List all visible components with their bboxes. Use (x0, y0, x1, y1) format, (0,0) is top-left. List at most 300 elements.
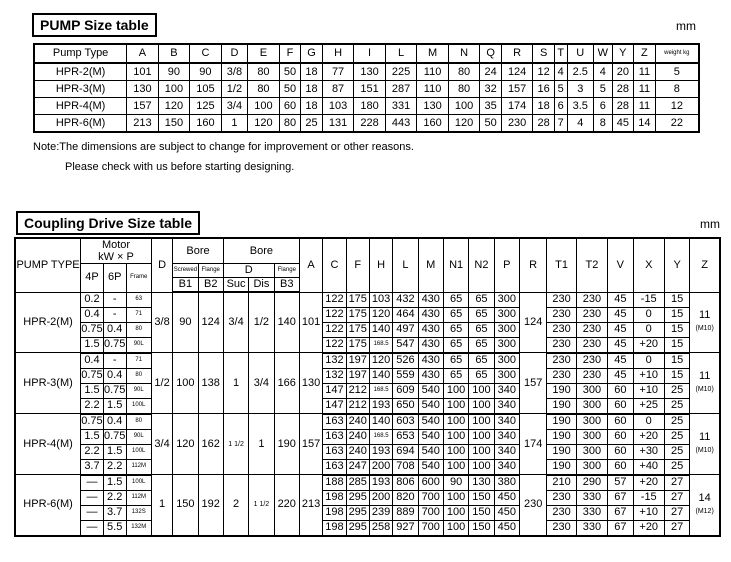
pump-value-cell: 24 (480, 63, 502, 81)
h-cell: 120 (369, 307, 392, 322)
n2-cell: 100 (469, 444, 494, 459)
pump-value-cell: 28 (612, 81, 634, 98)
hdr-4p: 4P (81, 264, 104, 293)
d-cell: 3/4 (151, 414, 172, 475)
n1-cell: 90 (443, 475, 468, 491)
table-row (15, 475, 720, 491)
v-cell: 67 (608, 520, 633, 536)
v-cell: 57 (608, 475, 633, 491)
n1-cell: 65 (443, 337, 468, 353)
pump-value-cell: 225 (385, 63, 417, 81)
h-cell: 140 (369, 368, 392, 383)
pump-col-header: C (190, 44, 222, 63)
hdr-bore-2: Bore (223, 238, 299, 264)
t1-cell: 230 (547, 307, 576, 322)
t1-cell: 230 (547, 322, 576, 337)
pump-value-cell: 160 (190, 115, 222, 133)
m-cell: 540 (418, 383, 443, 398)
m-cell: 700 (418, 490, 443, 505)
b2-cell: 138 (198, 353, 223, 414)
x-cell: +10 (633, 383, 664, 398)
pump-value-cell: 50 (279, 63, 301, 81)
pump-value-cell: 18 (301, 98, 323, 115)
l-cell: 526 (393, 353, 418, 369)
t2-cell: 230 (576, 292, 607, 307)
pump-col-header: S (533, 44, 555, 63)
pump-value-cell: 130 (127, 81, 159, 98)
pump-value-cell: 32 (480, 81, 502, 98)
n2-cell: 65 (469, 322, 494, 337)
pump-value-cell: 230 (501, 115, 533, 133)
n2-cell: 100 (469, 459, 494, 475)
t2-cell: 290 (576, 475, 607, 491)
m-cell: 430 (418, 353, 443, 369)
pump-value-cell: 124 (501, 63, 533, 81)
m-cell: 540 (418, 414, 443, 430)
z-value: 11 (698, 431, 711, 443)
n2-cell: 150 (469, 520, 494, 536)
f-cell: 175 (346, 307, 369, 322)
c-cell: 198 (323, 490, 346, 505)
pump-value-cell: 25 (301, 115, 323, 133)
pump-value-cell: 174 (501, 98, 533, 115)
motor-6p-cell: 2.2 (103, 490, 126, 505)
pump-type-cell: HPR-6(M) (15, 475, 81, 536)
n1-cell: 100 (443, 444, 468, 459)
m-cell: 540 (418, 444, 443, 459)
z-value: 11 (698, 309, 711, 322)
pump-value-cell: 35 (480, 98, 502, 115)
p-cell: 340 (494, 398, 519, 414)
h-cell: 103 (369, 292, 392, 307)
coupling-header-row-1 (15, 238, 720, 264)
pump-table-header-row (34, 44, 699, 63)
m-cell: 430 (418, 292, 443, 307)
pump-value-cell: 110 (417, 81, 449, 98)
m-cell: 430 (418, 307, 443, 322)
hdr-frame: Frame (126, 264, 151, 293)
table-row (15, 368, 720, 383)
c-cell: 132 (323, 368, 346, 383)
c-cell: 163 (323, 414, 346, 430)
c-cell: 198 (323, 505, 346, 520)
motor-frame-cell: 80 (126, 368, 151, 383)
v-cell: 45 (608, 307, 633, 322)
pump-value-cell: 100 (158, 81, 190, 98)
pump-value-cell: 4 (567, 115, 594, 133)
l-cell: 694 (393, 444, 418, 459)
pump-value-cell: 80 (248, 63, 280, 81)
v-cell: 60 (608, 398, 633, 414)
motor-frame-cell: 90L (126, 383, 151, 398)
b3-cell: 190 (274, 414, 299, 475)
pump-value-cell: 443 (385, 115, 417, 133)
t2-cell: 230 (576, 322, 607, 337)
hdr-d: D (151, 238, 172, 292)
v-cell: 45 (608, 322, 633, 337)
p-cell: 450 (494, 520, 519, 536)
c-cell: 188 (323, 475, 346, 491)
motor-4p-cell: 1.5 (81, 337, 104, 353)
pump-value-cell: 1/2 (221, 81, 248, 98)
m-cell: 700 (418, 520, 443, 536)
c-cell: 163 (323, 444, 346, 459)
t1-cell: 230 (547, 337, 576, 353)
m-cell: 600 (418, 475, 443, 491)
p-cell: 340 (494, 444, 519, 459)
b1-cell: 120 (173, 414, 198, 475)
x-cell: +20 (633, 337, 664, 353)
l-cell: 889 (393, 505, 418, 520)
y-cell: 27 (664, 505, 689, 520)
c-cell: 132 (323, 353, 346, 369)
pump-value-cell: 125 (190, 98, 222, 115)
l-cell: 559 (393, 368, 418, 383)
motor-4p-cell: 0.4 (81, 307, 104, 322)
h-cell: 193 (369, 475, 392, 491)
f-cell: 197 (346, 368, 369, 383)
pump-type-cell: HPR-2(M) (34, 63, 127, 81)
pump-value-cell: 120 (158, 98, 190, 115)
pump-value-cell: 11 (634, 98, 656, 115)
f-cell: 212 (346, 398, 369, 414)
hdr-c: C (323, 238, 346, 292)
t2-cell: 300 (576, 459, 607, 475)
table-row (15, 490, 720, 505)
pump-col-header: F (279, 44, 301, 63)
pump-value-cell: 151 (354, 81, 386, 98)
pump-col-header: B (158, 44, 190, 63)
table-row (34, 115, 699, 133)
pump-value-cell: 18 (301, 81, 323, 98)
motor-frame-cell: 100L (126, 444, 151, 459)
pump-col-header: U (567, 44, 594, 63)
c-cell: 122 (323, 292, 346, 307)
pump-col-header: N (448, 44, 480, 63)
pump-value-cell: 130 (417, 98, 449, 115)
motor-6p-cell: - (103, 292, 126, 307)
pump-value-cell: 8 (594, 115, 613, 133)
pump-value-cell: 7 (554, 115, 567, 133)
m-cell: 430 (418, 337, 443, 353)
n2-cell: 100 (469, 429, 494, 444)
pump-value-cell: 2.5 (567, 63, 594, 81)
p-cell: 380 (494, 475, 519, 491)
motor-frame-cell: 100L (126, 398, 151, 414)
pump-value-cell: 50 (279, 81, 301, 98)
pump-col-header: W (594, 44, 613, 63)
p-cell: 340 (494, 383, 519, 398)
dis-cell: 3/4 (249, 353, 274, 414)
v-cell: 45 (608, 368, 633, 383)
z-value: 14 (698, 491, 711, 504)
motor-frame-cell: 80 (126, 322, 151, 337)
n1-cell: 100 (443, 429, 468, 444)
pump-value-cell: 4 (554, 63, 567, 81)
hdr-t1: T1 (547, 238, 576, 292)
pump-col-header: E (248, 44, 280, 63)
p-cell: 340 (494, 414, 519, 430)
x-cell: +25 (633, 398, 664, 414)
l-cell: 609 (393, 383, 418, 398)
pump-value-cell: 5 (594, 81, 613, 98)
pump-value-cell: 101 (127, 63, 159, 81)
h-cell: 258 (369, 520, 392, 536)
b2-cell: 124 (198, 292, 223, 353)
v-cell: 60 (608, 459, 633, 475)
n1-cell: 65 (443, 368, 468, 383)
t1-cell: 190 (547, 383, 576, 398)
f-cell: 212 (346, 383, 369, 398)
pump-value-cell: 12 (533, 63, 555, 81)
z-cell (690, 292, 720, 353)
pump-value-cell: 90 (190, 63, 222, 81)
t1-cell: 190 (547, 429, 576, 444)
table-row (15, 444, 720, 459)
v-cell: 67 (608, 490, 633, 505)
a-cell: 213 (299, 475, 322, 536)
r-cell: 230 (519, 475, 546, 536)
x-cell: 0 (633, 414, 664, 430)
z-cell (690, 353, 720, 414)
motor-frame-cell: 132M (126, 520, 151, 536)
y-cell: 25 (664, 459, 689, 475)
l-cell: 547 (393, 337, 418, 353)
n2-cell: 150 (469, 505, 494, 520)
l-cell: 653 (393, 429, 418, 444)
h-cell: 193 (369, 398, 392, 414)
y-cell: 25 (664, 414, 689, 430)
x-cell: +30 (633, 444, 664, 459)
b3-cell: 166 (274, 353, 299, 414)
t1-cell: 230 (547, 368, 576, 383)
pump-value-cell: 100 (448, 98, 480, 115)
motor-frame-cell: 90L (126, 429, 151, 444)
t2-cell: 230 (576, 307, 607, 322)
f-cell: 175 (346, 337, 369, 353)
pump-value-cell: 22 (655, 115, 699, 133)
f-cell: 247 (346, 459, 369, 475)
n1-cell: 65 (443, 292, 468, 307)
pump-value-cell: 103 (322, 98, 354, 115)
y-cell: 15 (664, 322, 689, 337)
hdr-z: Z (690, 238, 720, 292)
n1-cell: 100 (443, 520, 468, 536)
p-cell: 340 (494, 429, 519, 444)
pump-value-cell: 5 (655, 63, 699, 81)
c-cell: 122 (323, 337, 346, 353)
suc-cell: 1 (223, 353, 248, 414)
pump-col-header: weight kg (655, 44, 699, 63)
motor-6p-cell: 0.75 (103, 430, 126, 442)
pump-value-cell: 87 (322, 81, 354, 98)
coupling-table-unit: mm (700, 217, 720, 231)
y-cell: 15 (664, 368, 689, 383)
n1-cell: 100 (443, 398, 468, 414)
h-cell: 168.5 (369, 383, 392, 398)
f-cell: 197 (346, 353, 369, 369)
x-cell: -15 (633, 490, 664, 505)
f-cell: 175 (346, 292, 369, 307)
y-cell: 27 (664, 475, 689, 491)
h-cell: 239 (369, 505, 392, 520)
motor-4p-cell: 1.5 (81, 383, 104, 398)
pump-col-header: Y (612, 44, 634, 63)
pump-value-cell: 4 (594, 63, 613, 81)
z-thread: (M10) (695, 447, 714, 454)
l-cell: 432 (393, 292, 418, 307)
v-cell: 67 (608, 505, 633, 520)
table-row (15, 429, 720, 444)
m-cell: 540 (418, 398, 443, 414)
hdr-p: P (494, 238, 519, 292)
pump-table-title: PUMP Size table (32, 13, 157, 37)
pump-value-cell: 28 (533, 115, 555, 133)
n1-cell: 65 (443, 307, 468, 322)
motor-6p-cell: 0.4 (103, 322, 126, 337)
z-cell (690, 414, 720, 475)
pump-col-header: L (385, 44, 417, 63)
v-cell: 45 (608, 337, 633, 353)
pump-value-cell: 120 (248, 115, 280, 133)
t2-cell: 330 (576, 490, 607, 505)
motor-6p-cell: 3.7 (103, 505, 126, 520)
n2-cell: 65 (469, 368, 494, 383)
pump-value-cell: 12 (655, 98, 699, 115)
y-cell: 15 (664, 353, 689, 369)
m-cell: 540 (418, 429, 443, 444)
hdr-m: M (418, 238, 443, 292)
table-row (15, 505, 720, 520)
hdr-dis: Dis (249, 278, 274, 293)
motor-frame-cell: 100L (126, 475, 151, 491)
t2-cell: 330 (576, 505, 607, 520)
motor-6p-cell: 5.5 (103, 520, 126, 536)
hdr-motor: Motor kW × P (81, 238, 152, 264)
h-cell: 200 (369, 459, 392, 475)
pump-value-cell: 213 (127, 115, 159, 133)
y-cell: 15 (664, 337, 689, 353)
pump-value-cell: 157 (501, 81, 533, 98)
y-cell: 27 (664, 520, 689, 536)
motor-6p-cell: 0.75 (103, 384, 126, 396)
r-cell: 157 (519, 353, 546, 414)
pump-value-cell: 331 (385, 98, 417, 115)
motor-frame-cell: 132S (126, 505, 151, 520)
motor-4p-cell: — (81, 520, 104, 536)
v-cell: 60 (608, 414, 633, 430)
t1-cell: 190 (547, 459, 576, 475)
n1-cell: 100 (443, 414, 468, 430)
coupling-table-title: Coupling Drive Size table (16, 211, 200, 235)
y-cell: 27 (664, 490, 689, 505)
dis-cell: 1/2 (249, 292, 274, 353)
pump-value-cell: 8 (655, 81, 699, 98)
b1-cell: 100 (173, 353, 198, 414)
pump-value-cell: 80 (279, 115, 301, 133)
motor-6p-cell: 0.4 (103, 368, 126, 383)
motor-6p-cell: 0.4 (103, 414, 126, 430)
t2-cell: 300 (576, 414, 607, 430)
table-row (15, 383, 720, 398)
p-cell: 300 (494, 353, 519, 369)
motor-4p-cell: 0.75 (81, 369, 103, 381)
t1-cell: 230 (547, 520, 576, 536)
n1-cell: 65 (443, 322, 468, 337)
c-cell: 147 (323, 383, 346, 398)
motor-frame-cell: 71 (126, 307, 151, 322)
hdr-a: A (299, 238, 322, 292)
pump-value-cell: 11 (634, 63, 656, 81)
b3-cell: 220 (274, 475, 299, 536)
pump-value-cell: 11 (634, 81, 656, 98)
h-cell: 168.5 (369, 337, 392, 353)
motor-6p-cell: - (103, 353, 126, 369)
h-cell: 120 (369, 353, 392, 369)
t2-cell: 330 (576, 520, 607, 536)
n2-cell: 100 (469, 398, 494, 414)
pump-col-header: G (301, 44, 323, 63)
t1-cell: 190 (547, 398, 576, 414)
v-cell: 60 (608, 444, 633, 459)
table-row (15, 307, 720, 322)
pump-value-cell: 80 (448, 63, 480, 81)
b1-cell: 150 (173, 475, 198, 536)
table-row (15, 520, 720, 536)
b3-cell: 140 (274, 292, 299, 353)
pump-value-cell: 287 (385, 81, 417, 98)
table-row (34, 98, 699, 115)
c-cell: 198 (323, 520, 346, 536)
n2-cell: 100 (469, 383, 494, 398)
pump-value-cell: 131 (322, 115, 354, 133)
c-cell: 122 (323, 307, 346, 322)
l-cell: 603 (393, 414, 418, 430)
f-cell: 295 (346, 490, 369, 505)
pump-value-cell: 157 (127, 98, 159, 115)
t1-cell: 230 (547, 505, 576, 520)
l-cell: 497 (393, 322, 418, 337)
t2-cell: 230 (576, 337, 607, 353)
pump-value-cell: 180 (354, 98, 386, 115)
a-cell: 157 (299, 414, 322, 475)
pump-value-cell: 3 (567, 81, 594, 98)
v-cell: 45 (608, 353, 633, 369)
motor-4p-cell: — (81, 475, 104, 491)
n1-cell: 100 (443, 490, 468, 505)
pump-value-cell: 6 (554, 98, 567, 115)
h-cell: 168.5 (369, 429, 392, 444)
pump-value-cell: 1 (221, 115, 248, 133)
c-cell: 122 (323, 322, 346, 337)
x-cell: +40 (633, 459, 664, 475)
r-cell: 124 (519, 292, 546, 353)
y-cell: 25 (664, 444, 689, 459)
l-cell: 464 (393, 307, 418, 322)
y-cell: 15 (664, 307, 689, 322)
motor-4p-cell: 0.4 (81, 353, 104, 369)
dis-cell: 1 (249, 414, 274, 475)
v-cell: 60 (608, 383, 633, 398)
t1-cell: 230 (547, 353, 576, 369)
motor-frame-cell: 71 (126, 353, 151, 369)
pump-table-unit: mm (676, 19, 696, 33)
hdr-screwed: Screwed (173, 264, 198, 278)
pump-col-header: Z (634, 44, 656, 63)
motor-6p-cell: - (103, 307, 126, 322)
motor-4p-cell: — (81, 505, 104, 520)
x-cell: 0 (633, 307, 664, 322)
